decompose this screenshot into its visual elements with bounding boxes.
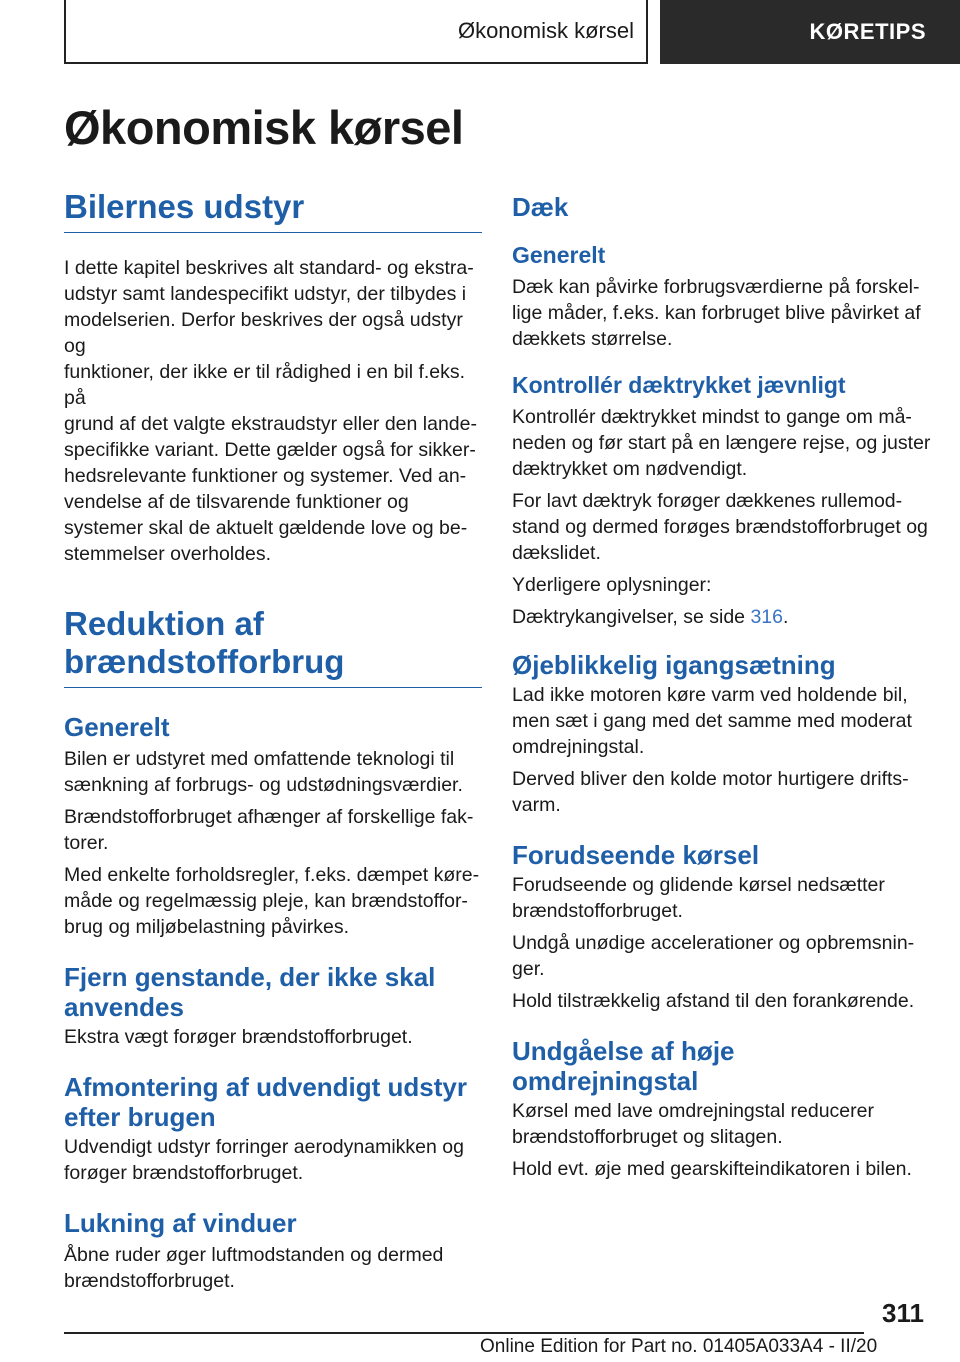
paragraph-undgaaelse-1: Kørsel med lave omdrejningstal reducerer brændstofforbruget og slitagen. (512, 1100, 874, 1148)
paragraph-undgaaelse-2: Hold evt. øje med gearskifteindikatoren i bilen. (512, 1158, 912, 1180)
paragraph-forudseende-1: Forudseende og glidende kørsel nedsætter brændstofforbruget. (512, 874, 885, 922)
page-reference-link[interactable]: 316 (750, 606, 783, 628)
heading-lukning-vinduer: Lukning af vinduer (64, 1208, 297, 1238)
section-title: Økonomisk kørsel (457, 18, 634, 43)
paragraph-kontroller-2: For lavt dæktryk forøger dækkenes rullemod- stand og dermed forøges brændstofforbruget og dækslidet. (512, 490, 928, 564)
paragraph-generelt-1: Bilen er udstyret med omfattende teknologi til sænkning af forbrugs- og udstødningsværdier. (64, 748, 463, 796)
paragraph-kontroller-4: Dæktrykangivelser, se side 316. (512, 606, 789, 628)
paragraph-udstyr: I dette kapitel beskrives alt standard- og ekstra- udstyr samt landespecifikt udstyr, der tilbydes i modelserien. Derfor beskrives der også udstyr og funktioner, der ikke er til rådighed i en bil f.eks. på grund af det valgte ekstraudstyr eller den lande- specifikke variant. Dette gælder også for sikker- hedsrelevante funktioner og systemer. Ved an- vendelse af de tilsvarende funktioner og systemer skal de aktuelt gældende love og be- stemmelser overholdes. (64, 257, 477, 565)
heading-forudseende: Forudseende kørsel (512, 840, 760, 870)
paragraph-generelt-2: Brændstofforbruget afhænger af forskellige fak- torer. (64, 806, 474, 854)
paragraph-generelt-3: Med enkelte forholdsregler, f.eks. dæmpet køre- måde og regelmæssig pleje, kan brændstoffor- brug og miljøbelastning påvirkes. (64, 864, 480, 938)
right-column (512, 192, 932, 1182)
heading-fjern-genstande: Fjern genstande, der ikke skal anvendes (64, 962, 436, 1022)
chapter-title: KØRETIPS (809, 19, 926, 44)
heading-kontroller-daektryk: Kontrollér dæktrykket jævnligt (512, 372, 846, 398)
paragraph-kontroller-3: Yderligere oplysninger: (512, 574, 712, 596)
edition-footer: Online Edition for Part no. 01405A033A4 - II/20 (480, 1336, 878, 1357)
running-header-section (64, 0, 648, 64)
paragraph-oejeblikkelig-2: Derved bliver den kolde motor hurtigere drifts- varm. (512, 768, 909, 816)
heading-afmontering: Afmontering af udvendigt udstyr efter brugen (64, 1072, 467, 1132)
paragraph-daek-generelt: Dæk kan påvirke forbrugsværdierne på forskel- lige måder, f.eks. kan forbruget blive påvirket af dækkets størrelse. (512, 276, 921, 350)
paragraph-forudseende-3: Hold tilstrækkelig afstand til den forankørende. (512, 990, 915, 1012)
paragraph-vinduer: Åbne ruder øger luftmodstanden og dermed brændstofforbruget. (64, 1244, 444, 1292)
paragraph-fjern: Ekstra vægt forøger brændstofforbruget. (64, 1026, 413, 1048)
paragraph-forudseende-2: Undgå unødige accelerationer og opbremsnin- ger. (512, 932, 915, 980)
page-number: 311 (882, 1298, 924, 1328)
heading-reduktion: Reduktion af brændstofforbrug (64, 605, 482, 688)
heading-daek-generelt: Generelt (512, 242, 606, 268)
heading-oejeblikkelig: Øjeblikkelig igangsætning (512, 650, 836, 680)
heading-bilernes-udstyr: Bilernes udstyr (64, 188, 482, 233)
page-title: Økonomisk kørsel (64, 101, 464, 154)
paragraph-afmontering: Udvendigt udstyr forringer aerodynamikken og forøger brændstofforbruget. (64, 1136, 464, 1184)
running-header-chapter (660, 0, 960, 64)
heading-daek: Dæk (512, 192, 569, 222)
footer-divider (64, 1332, 864, 1334)
paragraph-kontroller-1: Kontrollér dæktrykket mindst to gange om må- neden og før start på en længere rejse, og juster dæktrykket om nødvendigt. (512, 406, 931, 480)
heading-undgaaelse: Undgåelse af høje omdrejningstal (512, 1036, 735, 1096)
left-column (64, 188, 482, 1294)
heading-generelt: Generelt (64, 712, 170, 742)
paragraph-oejeblikkelig-1: Lad ikke motoren køre varm ved holdende bil, men sæt i gang med det samme med moderat omdrejningstal. (512, 684, 912, 758)
